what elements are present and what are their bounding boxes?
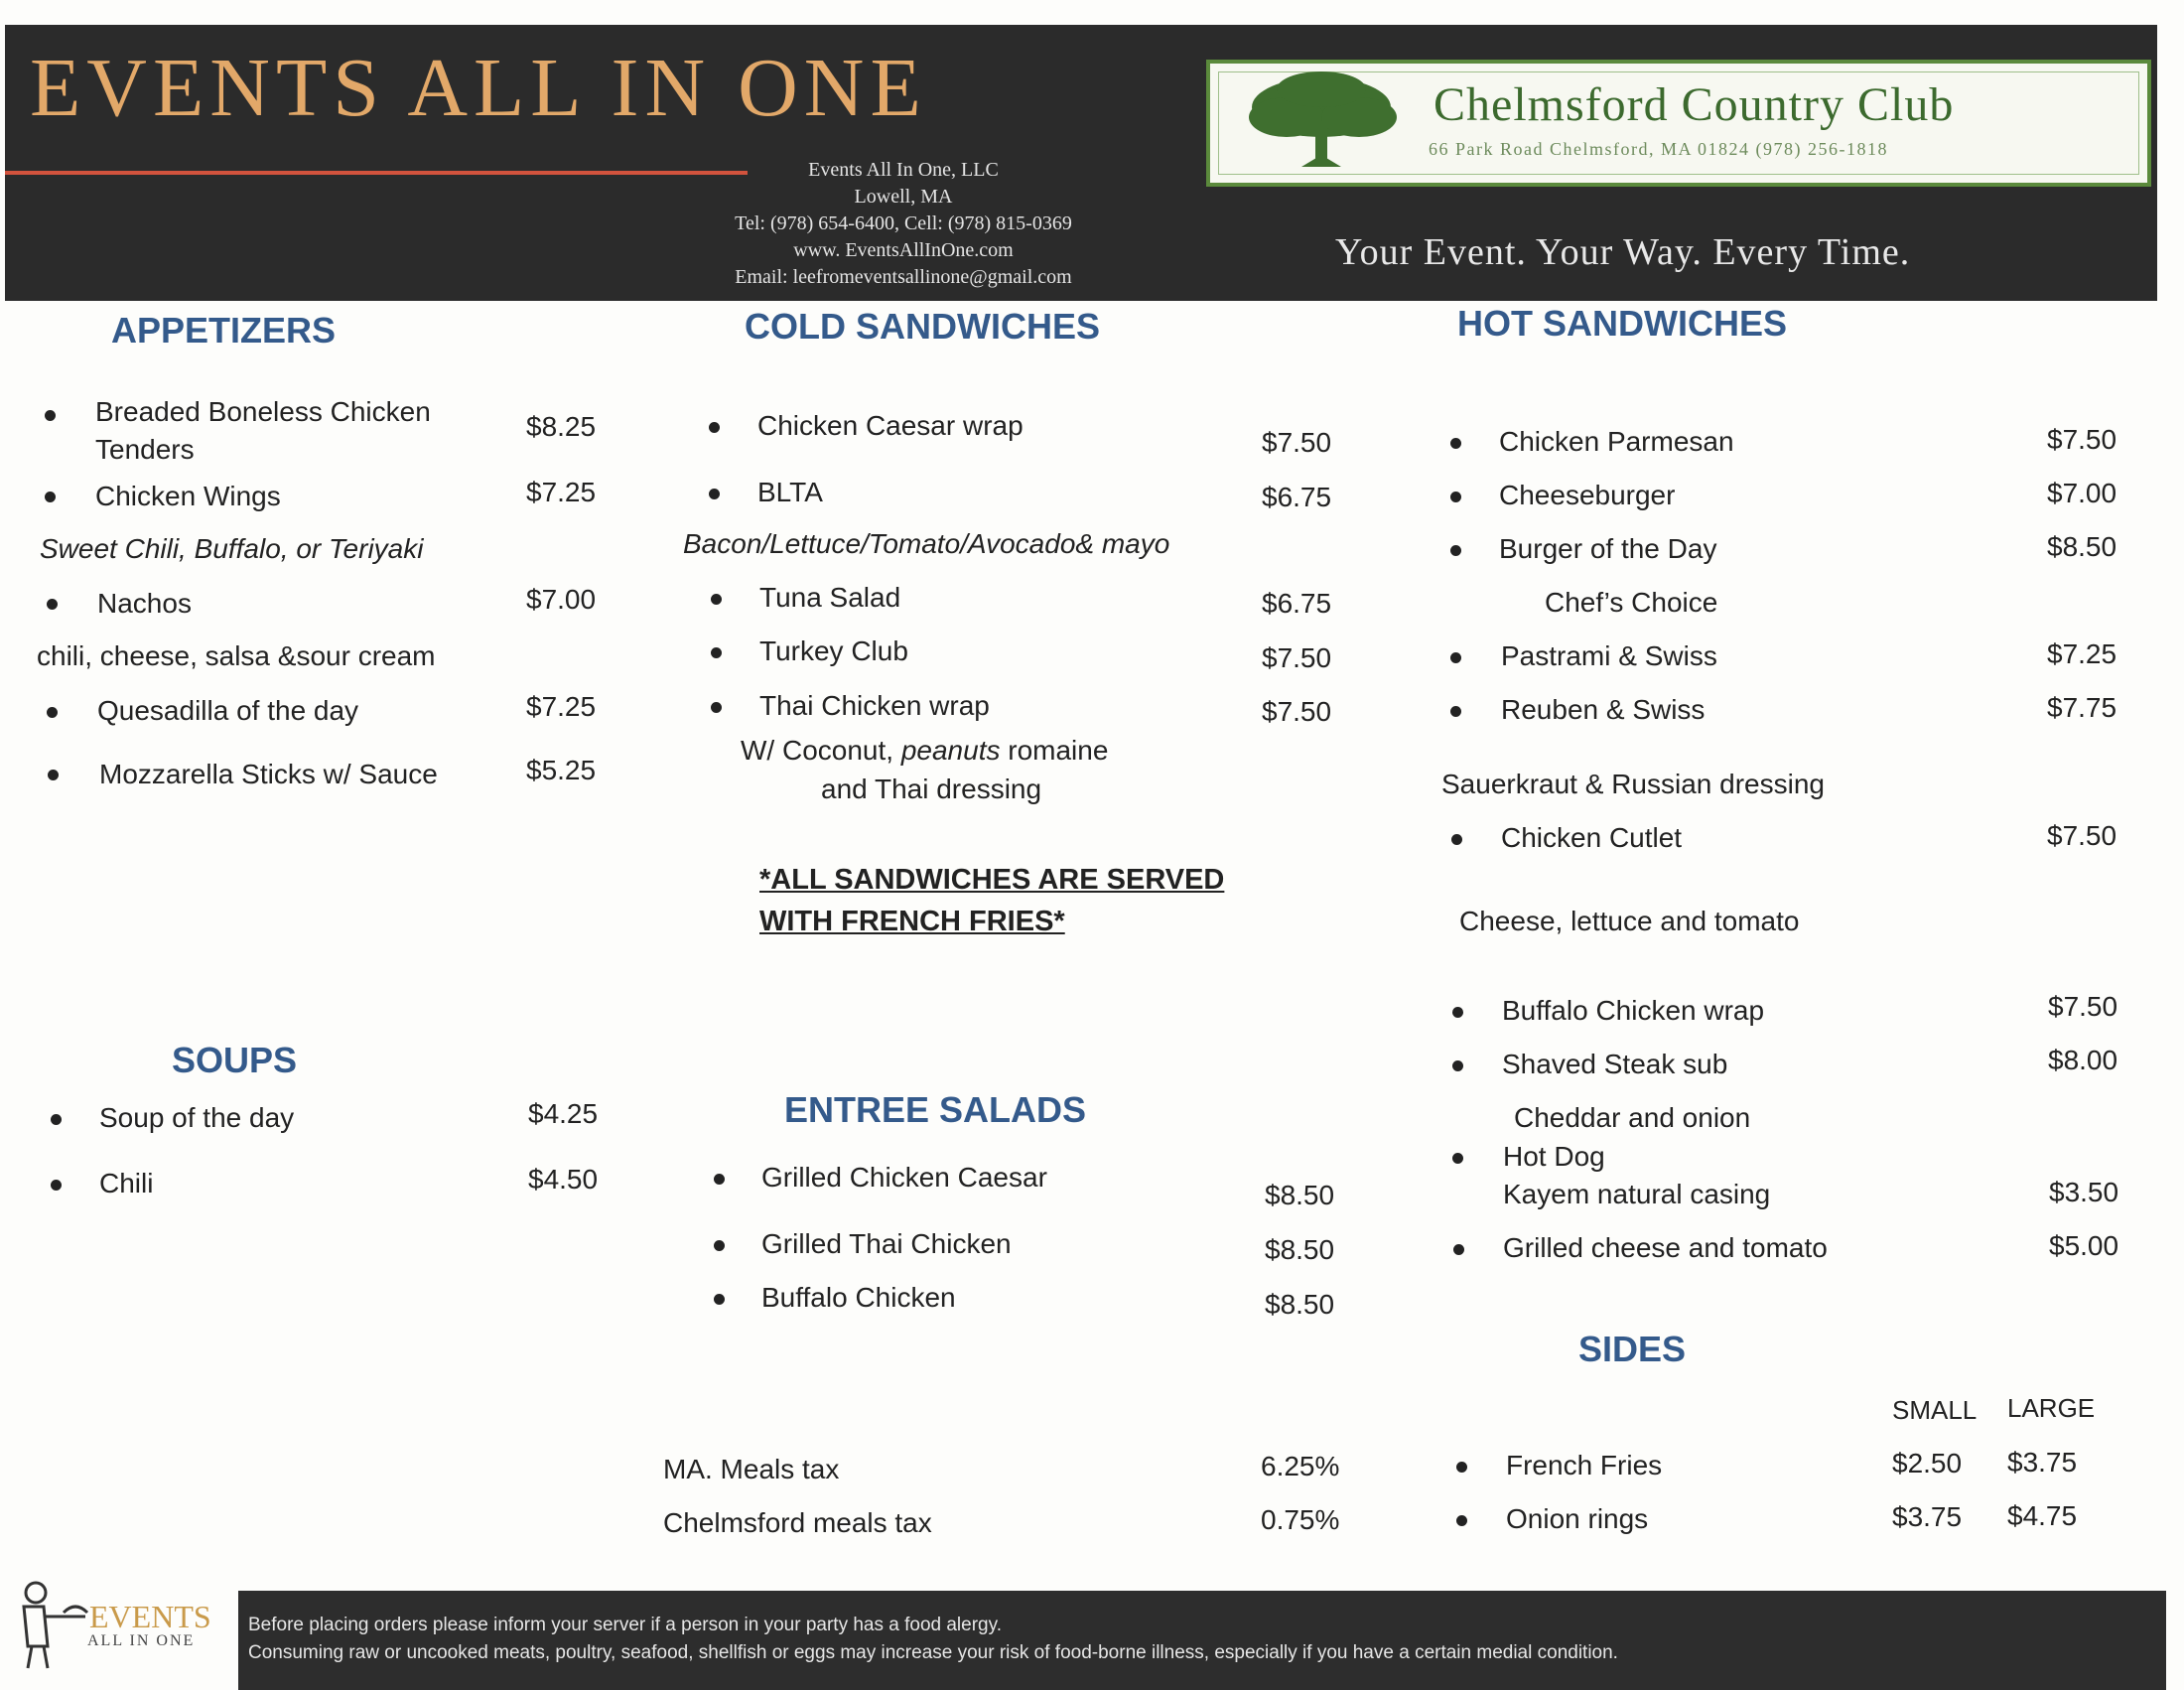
cold-sandwich-desc [741,733,1108,769]
club-logo-box [1206,60,2151,187]
bullet-icon [1453,1244,1464,1255]
appetizer-item-price: $5.25 [526,755,597,785]
bullet-icon [1451,834,1462,845]
hot-sandwich-name: Grilled cheese and tomato [1503,1232,1828,1263]
side-item-name: Onion rings [1506,1503,1649,1534]
salad-item-name: Grilled Thai Chicken [761,1228,1012,1259]
salad-item-price: $8.50 [1265,1234,1335,1265]
hot-sandwich-price: $8.50 [2047,531,2117,562]
hot-sandwich-price: $8.00 [2048,1045,2118,1075]
bullet-icon [51,1114,62,1125]
hot-sandwich-price: $3.50 [2049,1177,2119,1207]
bullet-icon [714,1240,725,1251]
side-item-name: French Fries [1506,1450,1663,1480]
bullet-icon [51,1180,62,1191]
ma-tax-label: MA. Meals tax [663,1454,840,1484]
soup-item-name: Soup of the day [99,1102,295,1133]
contact-block [606,157,1201,291]
hot-sandwich-name: Hot Dog [1503,1141,1605,1172]
salad-item-name: Buffalo Chicken [761,1282,956,1313]
chelmsford-tax-label: Chelmsford meals tax [663,1507,932,1538]
cold-sandwich-price: $7.50 [1262,427,1332,458]
appetizers-title: APPETIZERS [111,310,337,351]
cold-sandwich-name: BLTA [757,477,823,507]
hot-sandwich-desc: Cheddar and onion [1514,1102,1751,1133]
hot-sandwich-name: Chicken Cutlet [1501,822,1683,853]
bullet-icon [709,422,720,433]
bullet-icon [714,1174,725,1185]
bullet-icon [1452,1153,1463,1164]
fries-note-line2: WITH FRENCH FRIES* [759,906,1065,937]
salad-item-name: Grilled Chicken Caesar [761,1162,1047,1193]
salad-item-price: $8.50 [1265,1180,1335,1210]
bullet-icon [48,770,59,780]
hot-sandwich-price: $7.50 [2048,991,2118,1022]
sides-col-small: SMALL [1892,1395,1978,1425]
cold-sandwich-name: Thai Chicken wrap [759,690,990,721]
fries-note-line1: *ALL SANDWICHES ARE SERVED [759,864,1225,896]
bullet-icon [711,647,722,658]
hot-sandwich-desc: Kayem natural casing [1503,1179,1771,1209]
hot-sandwich-name: Chicken Parmesan [1499,426,1734,457]
chef-waiter-icon [14,1577,93,1672]
desc-part: W/ Coconut, [741,735,901,766]
soup-item-price: $4.25 [528,1098,599,1129]
appetizer-item-price: $7.25 [526,477,597,507]
appetizer-item-name: Mozzarella Sticks w/ Sauce [99,759,438,789]
bullet-icon [1452,1007,1463,1018]
hot-sandwich-desc: Chef’s Choice [1545,587,1718,618]
cold-sandwich-name: Chicken Caesar wrap [757,410,1024,441]
bullet-icon [1456,1462,1467,1473]
appetizer-item-desc: Sweet Chili, Buffalo, or Teriyaki [40,533,424,564]
bullet-icon [709,489,720,499]
company-name: Events All In One, LLC [808,159,999,181]
cold-sandwich-desc-cont: and Thai dressing [821,774,1042,804]
hot-sandwich-price: $7.50 [2047,424,2117,455]
bullet-icon [1450,492,1461,502]
bullet-icon [1452,1060,1463,1071]
bullet-icon [1450,545,1461,556]
bullet-icon [1456,1515,1467,1526]
hot-sandwich-name: Cheeseburger [1499,480,1676,510]
company-email: Email: leefromeventsallinone@gmail.com [735,266,1072,288]
appetizer-item-price: $7.00 [526,584,597,615]
bullet-icon [711,594,722,605]
bullet-icon [1450,706,1461,717]
appetizer-item-price: $8.25 [526,411,597,442]
hot-sandwich-price: $7.75 [2047,692,2117,723]
side-item-small-price: $3.75 [1892,1501,1963,1532]
footer-logo [10,1561,238,1680]
company-website: www. EventsAllInOne.com [793,239,1014,261]
chelmsford-tax-value: 0.75% [1261,1504,1340,1535]
bullet-icon [711,702,722,713]
entree-salads-title: ENTREE SALADS [784,1089,1087,1130]
appetizer-item-name: Chicken Wings [95,481,281,511]
club-address: 66 Park Road Chelmsford, MA 01824 (978) 256-1818 [1429,139,1888,159]
soup-item-price: $4.50 [528,1164,599,1195]
bullet-icon [1450,438,1461,449]
hot-sandwich-price: $7.50 [2047,820,2117,851]
bullet-icon [47,599,58,610]
hot-sandwiches-title: HOT SANDWICHES [1457,303,1787,344]
tree-icon [1242,68,1401,175]
bullet-icon [45,492,56,502]
hot-sandwich-desc: Sauerkraut & Russian dressing [1441,769,1825,799]
bullet-icon [45,410,56,421]
hot-sandwich-name: Shaved Steak sub [1502,1049,1728,1079]
appetizer-item-price: $7.25 [526,691,597,722]
footer-bar [238,1591,2166,1690]
cold-sandwich-price: $7.50 [1262,642,1332,673]
desc-part: romaine [1000,735,1109,766]
cold-sandwich-price: $6.75 [1262,588,1332,619]
hot-sandwich-price: $7.25 [2047,638,2117,669]
cold-sandwich-name: Turkey Club [759,635,908,666]
sides-title: SIDES [1578,1329,1687,1369]
soup-item-name: Chili [99,1168,154,1198]
salad-item-price: $8.50 [1265,1289,1335,1320]
footer-logo-events: EVENTS [89,1599,211,1634]
cold-sandwich-name: Tuna Salad [759,582,901,613]
ma-tax-value: 6.25% [1261,1451,1340,1481]
allergy-notice: Before placing orders please inform your server if a person in your party has a food alergy. [248,1615,1002,1635]
cold-sandwich-price: $7.50 [1262,696,1332,727]
hot-sandwich-price: $7.00 [2047,478,2117,508]
hot-sandwich-desc: Cheese, lettuce and tomato [1459,906,1800,936]
soups-title: SOUPS [172,1040,298,1080]
cold-sandwich-price: $6.75 [1262,482,1332,512]
footer-logo-all-in-one: ALL IN ONE [87,1632,196,1649]
bullet-icon [1450,652,1461,663]
cold-sandwiches-title: COLD SANDWICHES [745,306,1100,347]
side-item-large-price: $3.75 [2007,1447,2078,1478]
company-phone: Tel: (978) 654-6400, Cell: (978) 815-0369 [735,212,1072,234]
food-safety-notice: Consuming raw or uncooked meats, poultry, seafood, shellfish or eggs may increase your risk of food-borne illness, especially if you have a certain medial condition. [248,1642,1618,1663]
brand-title: EVENTS ALL IN ONE [30,42,927,134]
appetizer-item-name: Nachos [97,588,192,619]
desc-part-italic: peanuts [900,735,1001,766]
hot-sandwich-name: Reuben & Swiss [1501,694,1706,725]
appetizer-item-name-cont: Tenders [95,434,195,465]
side-item-large-price: $4.75 [2007,1500,2078,1531]
sides-col-large: LARGE [2007,1393,2096,1423]
appetizer-item-desc: chili, cheese, salsa &sour cream [37,640,436,671]
cold-sandwich-desc: Bacon/Lettuce/Tomato/Avocado& mayo [683,528,1170,559]
hot-sandwich-name: Pastrami & Swiss [1501,640,1717,671]
side-item-small-price: $2.50 [1892,1448,1963,1479]
bullet-icon [714,1294,725,1305]
appetizer-item-name: Quesadilla of the day [97,695,359,726]
hot-sandwich-price: $5.00 [2049,1230,2119,1261]
hot-sandwich-name: Buffalo Chicken wrap [1502,995,1765,1026]
appetizer-item-name: Breaded Boneless Chicken [95,396,431,427]
hot-sandwich-name: Burger of the Day [1499,533,1717,564]
tagline: Your Event. Your Way. Every Time. [1335,231,1911,273]
club-name: Chelmsford Country Club [1433,78,1955,131]
company-city: Lowell, MA [854,186,953,208]
bullet-icon [47,707,58,718]
